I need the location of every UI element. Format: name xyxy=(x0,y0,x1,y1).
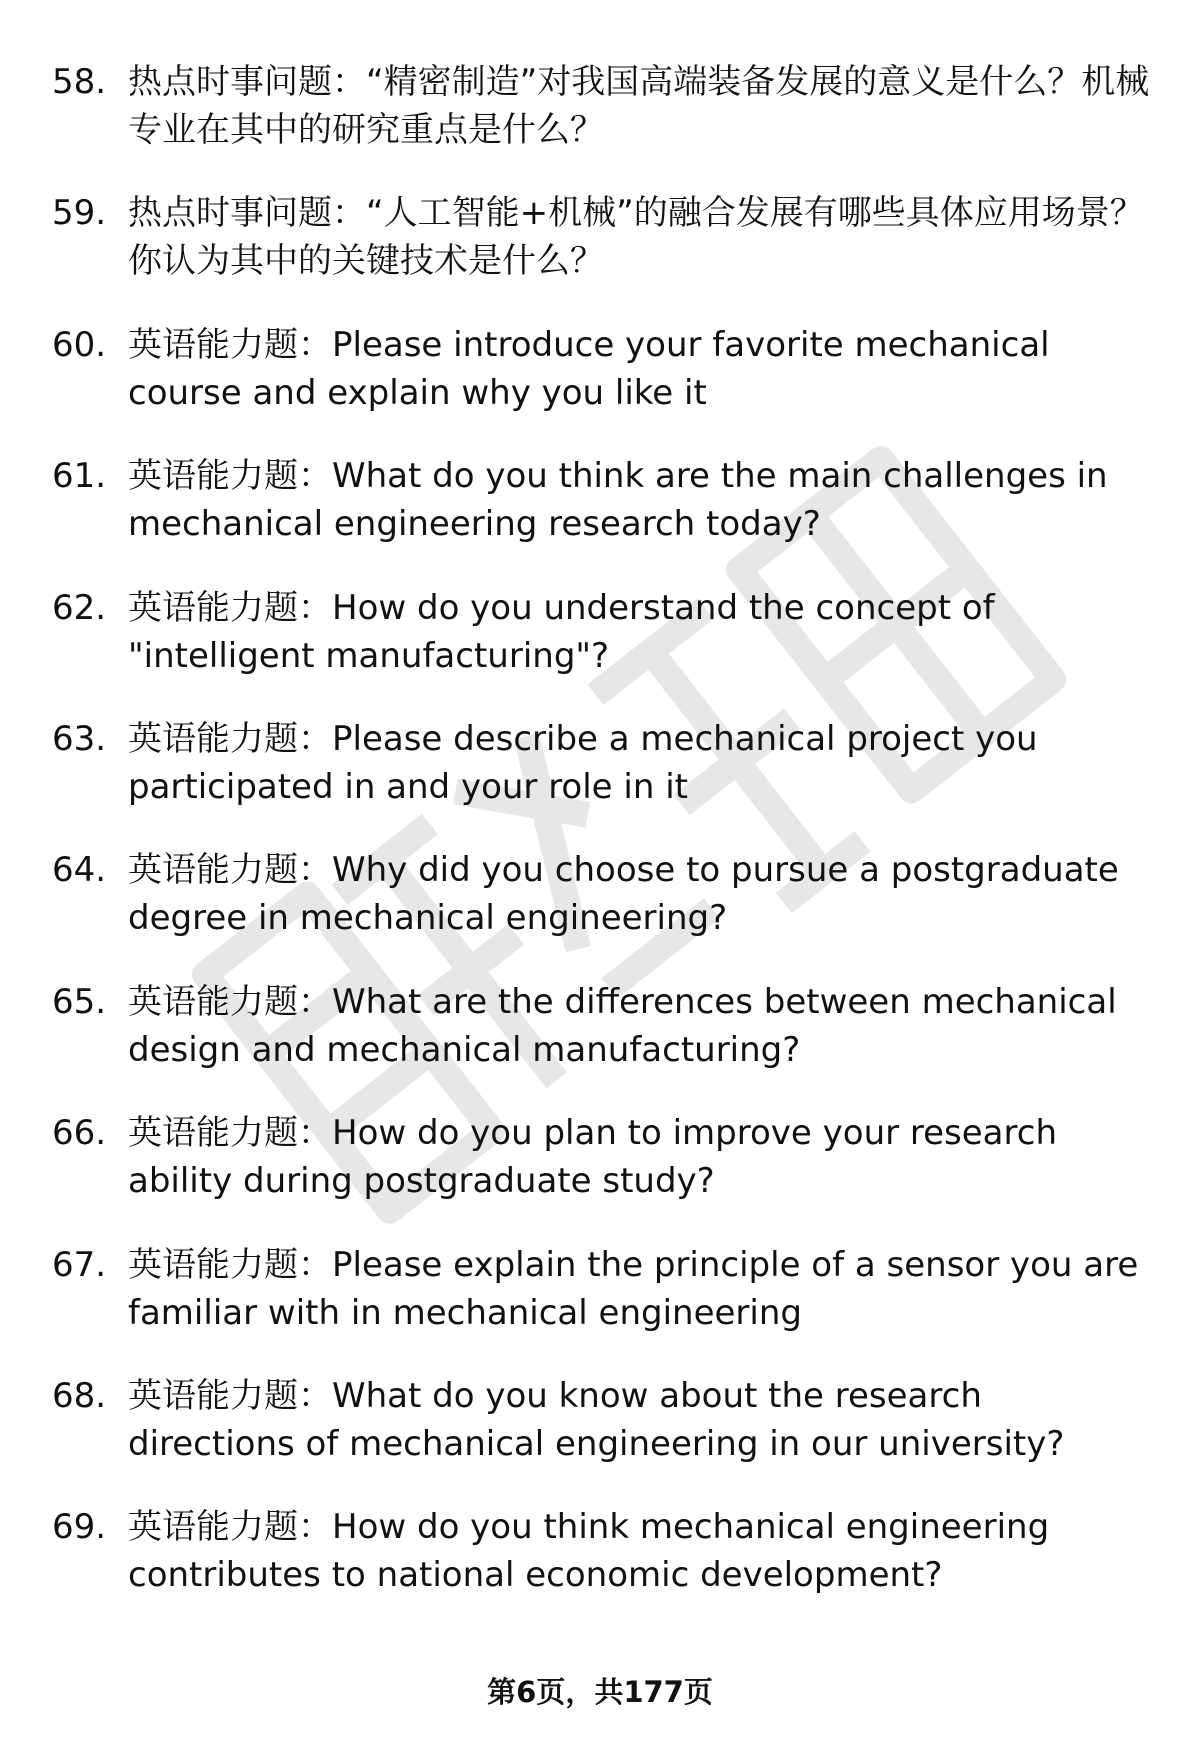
question-item xyxy=(0,1241,1200,1372)
question-text: 热点时事问题：“人工智能+机械”的融合发展有哪些具体应用场景？你认为其中的关键技术是什么？ xyxy=(128,193,1144,282)
question-number: 66. xyxy=(52,1113,107,1154)
question-item xyxy=(0,978,1200,1109)
question-text: 英语能力题：Why did you choose to pursue a postgraduate degree in mechanical engineering? xyxy=(128,850,1119,939)
question-item xyxy=(0,1503,1200,1634)
question-item xyxy=(0,846,1200,977)
question-item xyxy=(0,189,1200,320)
question-text: 英语能力题：How do you think mechanical engineering contributes to national economic development? xyxy=(128,1507,1050,1596)
question-item xyxy=(0,321,1200,452)
question-text: 英语能力题：How do you understand the concept of "intelligent manufacturing"? xyxy=(128,587,995,676)
question-text: 英语能力题：What do you think are the main challenges in mechanical engineering research today? xyxy=(128,456,1108,545)
question-number: 67. xyxy=(52,1244,107,1285)
question-text: 英语能力题：Please introduce your favorite mechanical course and explain why you like it xyxy=(128,324,1050,413)
question-item xyxy=(0,452,1200,583)
question-item xyxy=(0,1372,1200,1503)
question-number: 58. xyxy=(52,62,107,102)
question-number: 63. xyxy=(52,718,107,759)
question-item xyxy=(0,58,1200,189)
question-text: 热点时事问题：“精密制造”对我国高端装备发展的意义是什么？机械专业在其中的研究重点是什么？ xyxy=(128,62,1150,150)
question-number: 69. xyxy=(52,1507,107,1548)
question-text: 英语能力题：Please describe a mechanical project you participated in and your role in it xyxy=(128,718,1038,807)
question-text: 英语能力题：What do you know about the research directions of mechanical engineering in our university? xyxy=(128,1375,1065,1464)
question-item xyxy=(0,715,1200,846)
question-number: 60. xyxy=(52,324,107,365)
question-list xyxy=(0,58,1200,1635)
question-number: 62. xyxy=(52,587,107,628)
question-number: 68. xyxy=(52,1375,107,1416)
question-text: 英语能力题：What are the differences between mechanical design and mechanical manufacturing? xyxy=(128,981,1117,1070)
question-number: 65. xyxy=(52,981,107,1022)
question-number: 59. xyxy=(52,193,107,234)
question-item xyxy=(0,584,1200,715)
question-text: 英语能力题：How do you plan to improve your research ability during postgraduate study? xyxy=(128,1113,1057,1202)
question-number: 61. xyxy=(52,456,107,497)
question-number: 64. xyxy=(52,850,107,891)
question-item xyxy=(0,1109,1200,1240)
question-text: 英语能力题：Please explain the principle of a sensor you are familiar with in mechanical engineering xyxy=(128,1244,1139,1333)
page-footer: 第6页，共177页 xyxy=(487,1675,713,1709)
